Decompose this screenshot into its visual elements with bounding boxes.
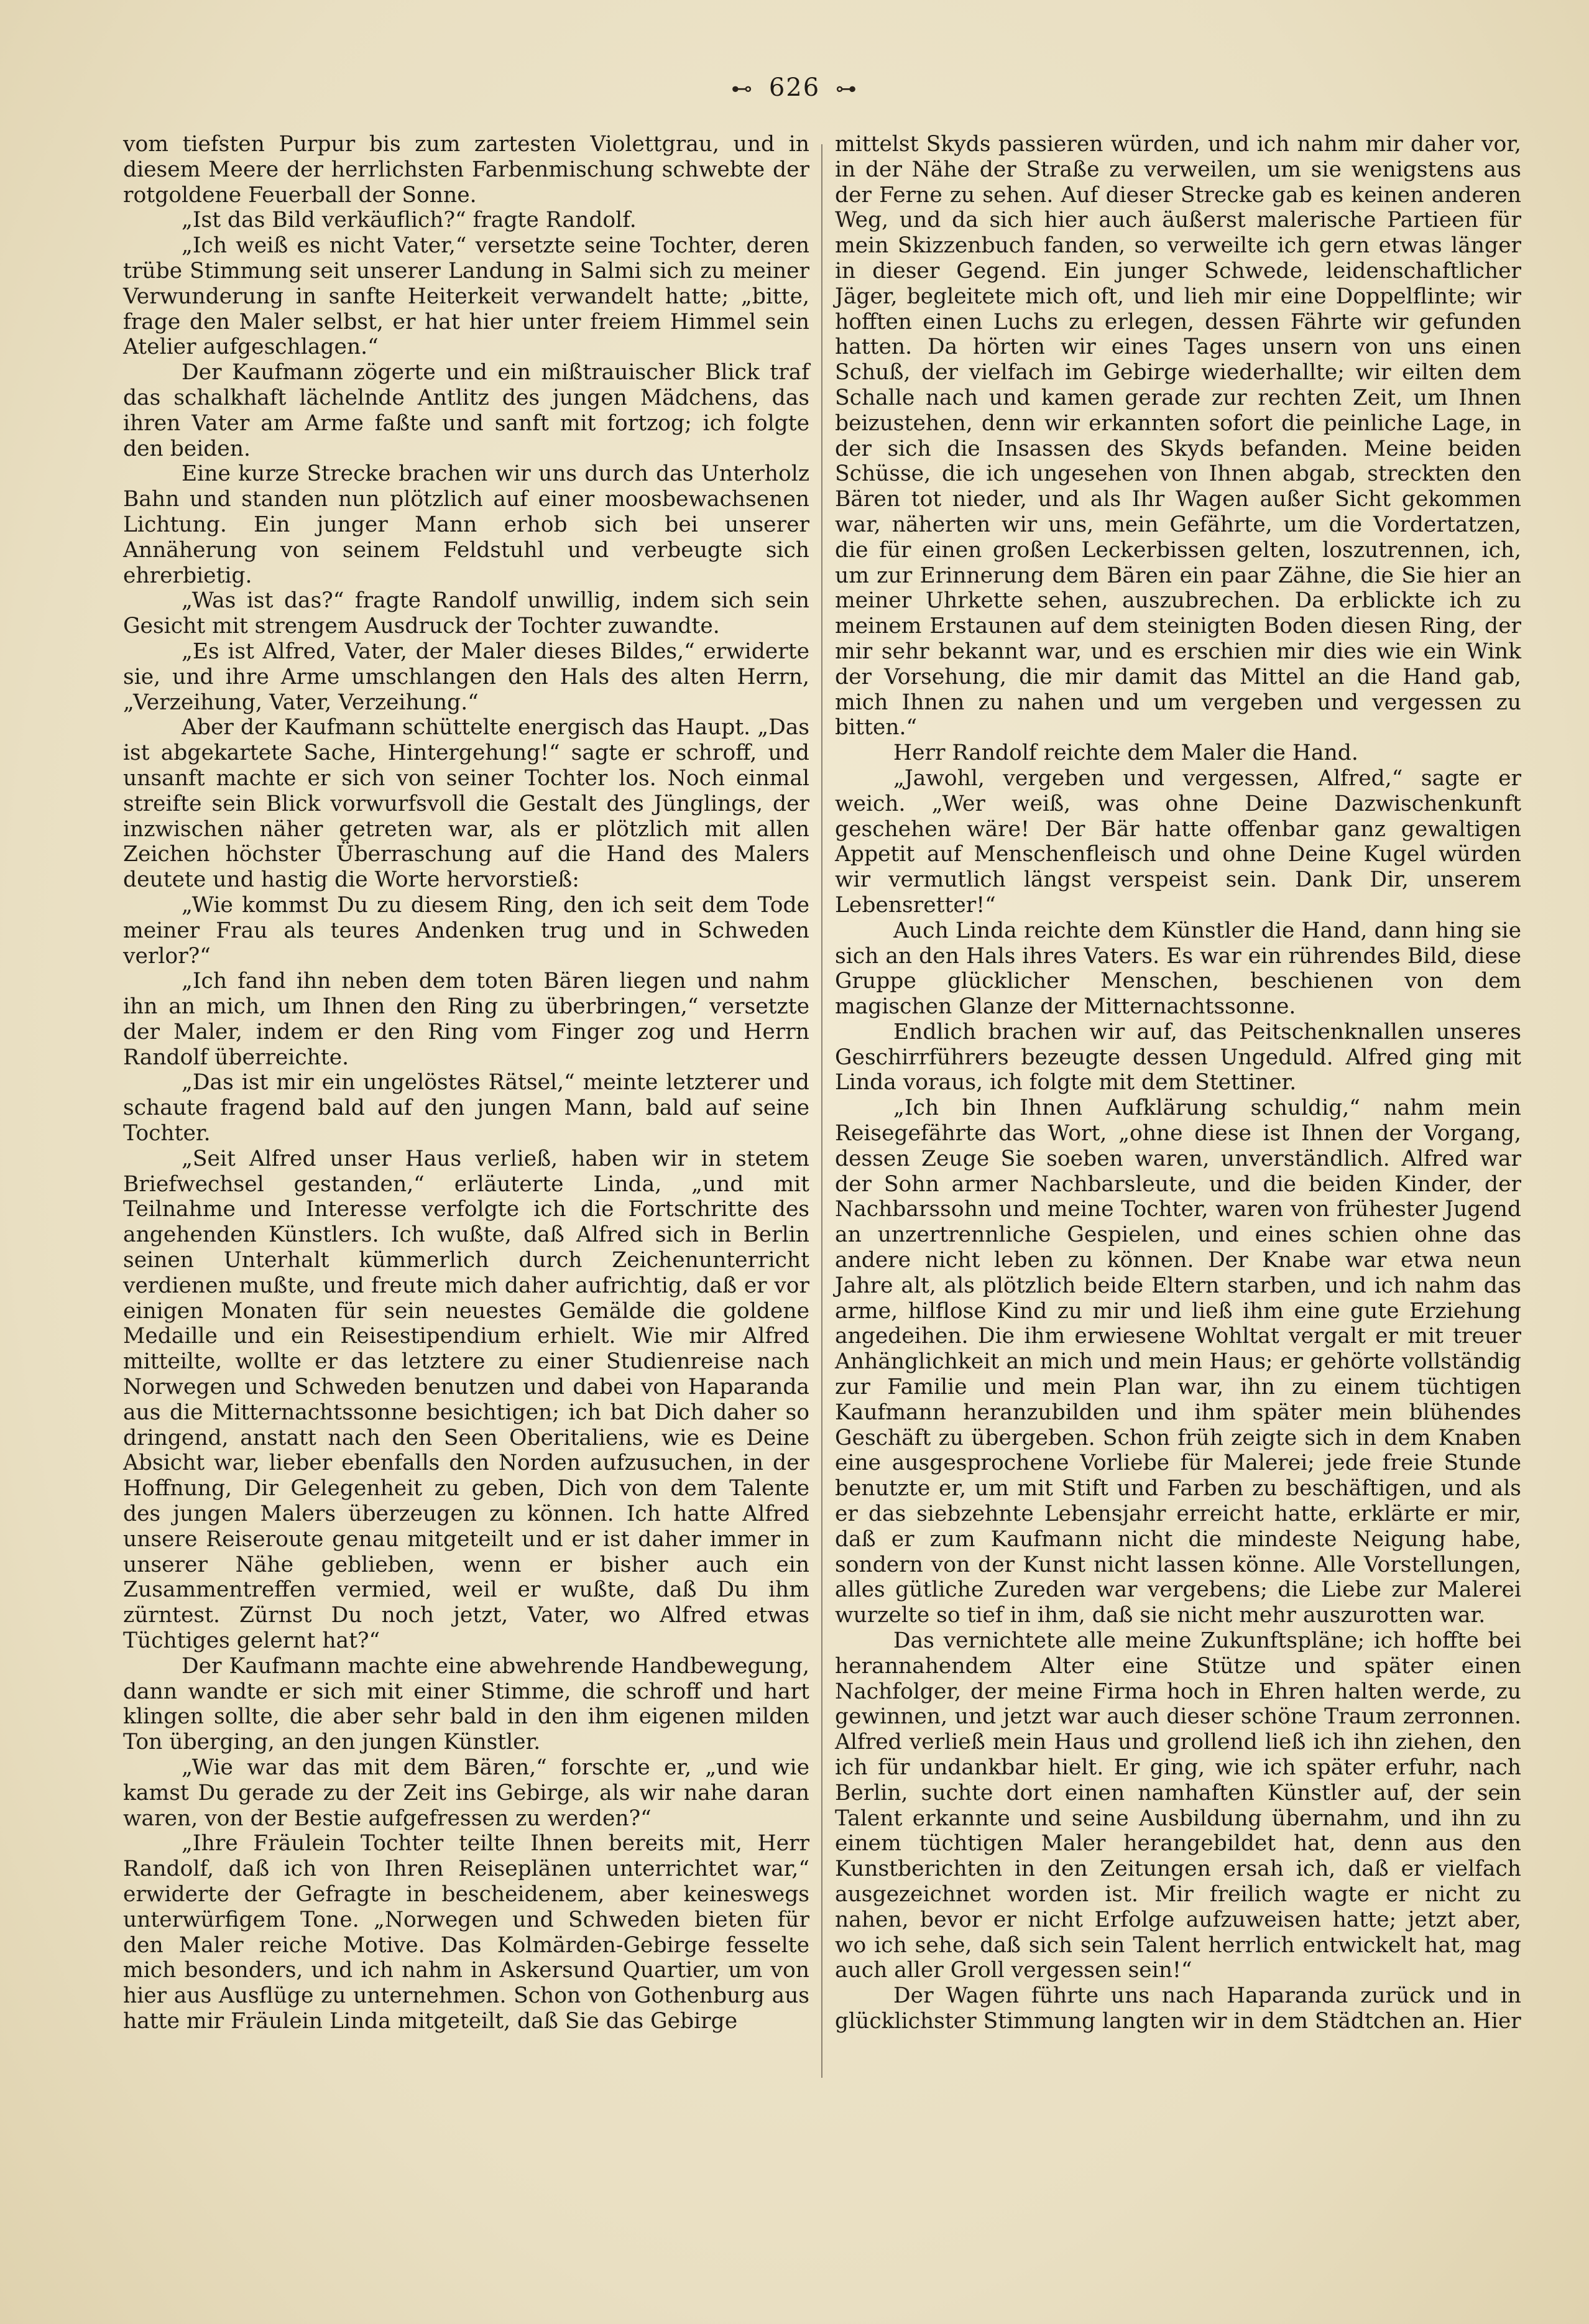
paragraph: vom tiefsten Purpur bis zum zartesten Violettgrau, und in diesem Meere der herrlichsten Farbenmischung schwebte der rotgoldene Feuerball der Sonne. — [123, 132, 809, 208]
page-number: 626 — [768, 73, 821, 102]
column-divider — [821, 144, 822, 2078]
paragraph: „Ich fand ihn neben dem toten Bären liegen und nahm ihn an mich, um Ihnen den Ring zu überbringen,“ versetzte der Maler, indem er den Ring vom Finger zog und Herrn Randolf überreichte. — [123, 969, 809, 1070]
ornament-left: ⊷ — [731, 76, 754, 101]
paragraph: „Ist das Bild verkäuflich?“ fragte Randolf. — [182, 208, 637, 233]
paragraph: Endlich brachen wir auf, das Peitschenknallen unseres Geschirrführers bezeugte dessen Ungeduld. Alfred ging mit Linda voraus, ich folgte mit dem Stettiner. — [835, 1019, 1521, 1095]
paragraph: Herr Randolf reichte dem Maler die Hand. — [893, 740, 1358, 766]
paragraph: „Ich weiß es nicht Vater,“ versetzte seine Tochter, deren trübe Stimmung seit unserer Landung in Salmi sich zu meiner Verwunderung in sanfte Heiterkeit verwandelt hatte; „bitte, frage den Maler selbst, er hat hier unter freiem Himmel sein Atelier aufgeschlagen.“ — [123, 233, 809, 360]
paragraph: „Das ist mir ein ungelöstes Rätsel,“ meinte letzterer und schaute fragend bald auf den jungen Mann, bald auf seine Tochter. — [123, 1070, 809, 1146]
paragraph: Der Wagen führte uns nach Haparanda zurück und in glücklichster Stimmung langten wir in dem Städtchen an. Hier — [835, 1983, 1521, 2034]
paragraph: „Wie war das mit dem Bären,“ forschte er, „und wie kamst Du gerade zu der Zeit ins Gebirge, als wir nahe daran waren, von der Bestie aufgefressen zu werden?“ — [123, 1755, 809, 1831]
paragraph: Eine kurze Strecke brachen wir uns durch das Unterholz Bahn und standen nun plötzlich auf einer moosbewachsenen Lichtung. Ein junger Mann erhob sich bei unserer Annäherung von seinem Feldstuhl und verbeugte sich ehrerbietig. — [123, 461, 809, 588]
paragraph: „Wie kommst Du zu diesem Ring, den ich seit dem Tode meiner Frau als teures Andenken trug und in Schweden verlor?“ — [123, 892, 809, 969]
paragraph: „Ich bin Ihnen Aufklärung schuldig,“ nahm mein Reisegefährte das Wort, „ohne diese ist Ihnen der Vorgang, dessen Zeuge Sie soeben waren, unverständlich. Alfred war der Sohn armer Nachbarsleute, und die beiden Kinder, der Nachbarssohn und meine Tochter, waren von frühester Jugend an unzertrennliche Gespielen, und eines schien ohne das andere nicht leben zu können. Der Knabe war etwa neun Jahre alt, als plötzlich beide Eltern starben, und ich nahm das arme, hilflose Kind zu mir und ließ ihm eine gute Erziehung angedeihen. Die ihm erwiesene Wohltat vergalt er mit treuer Anhänglichkeit an mich und mein Haus; er gehörte vollständig zur Familie und mein Plan war, ihn zu einem tüchtigen Kaufmann heranzubilden und ihm später mein blühendes Geschäft zu übergeben. Schon früh zeigte sich in dem Knaben eine ausgesprochene Vorliebe für Malerei; jede freie Stunde benutzte er, um mit Stift und Farben zu beschäftigen, und als er das siebzehnte Lebensjahr erreicht hatte, erklärte er mir, daß er zum Kaufmann nicht die mindeste Neigung habe, sondern von der Kunst nicht lassen könne. Alle Vorstellungen, alles gütliche Zureden war vergebens; die Liebe zur Malerei wurzelte so tief in ihm, daß sie nicht mehr auszurotten war. — [835, 1095, 1521, 1628]
paragraph: mittelst Skyds passieren würden, und ich nahm mir daher vor, in der Nähe der Straße zu verweilen, um sie wenigstens aus der Ferne zu sehen. Auf dieser Strecke gab es keinen anderen Weg, und da sich hier auch äußerst malerische Partieen für mein Skizzenbuch fanden, so verweilte ich gern etwas länger in dieser Gegend. Ein junger Schwede, leidenschaftlicher Jäger, begleitete mich oft, und lieh mir eine Doppelflinte; wir hofften einen Luchs zu erlegen, dessen Fährte wir gefunden hatten. Da hörten wir eines Tages unsern von uns einen Schuß, der vielfach im Gebirge wiederhallte; wir eilten dem Schalle nach und kamen gerade zur rechten Zeit, um Ihnen beizustehen, denn wir erkannten sofort die peinliche Lage, in der sich die Insassen des Skyds befanden. Meine beiden Schüsse, die ich ungesehen von Ihnen abgab, streckten den Bären tot nieder, und als Ihr Wagen außer Sicht gekommen war, näherten wir uns, mein Gefährte, um die Vordertatzen, die für einen großen Leckerbissen gelten, loszutrennen, ich, um zur Erinnerung dem Bären ein paar Zähne, die Sie hier an meiner Uhrkette sehen, auszubrechen. Da erblickte ich zu meinem Erstaunen auf dem steinigten Boden diesen Ring, der mir sehr bekannt war, und es erschien mir dies wie ein Wink der Vorsehung, die mir damit das Mittel an die Hand gab, mich Ihnen zu nahen und um vergeben und vergessen zu bitten.“ — [835, 132, 1521, 740]
ornament-right: ⊶ — [835, 76, 858, 101]
page-header — [0, 73, 1589, 102]
paragraph: „Was ist das?“ fragte Randolf unwillig, indem sich sein Gesicht mit strengem Ausdruck der Tochter zuwandte. — [123, 588, 809, 639]
paragraph: Das vernichtete alle meine Zukunftspläne; ich hoffte bei herannahendem Alter eine Stütze und später einen Nachfolger, der meine Firma hoch in Ehren halten werde, zu gewinnen, und jetzt war auch dieser schöne Traum zerronnen. Alfred verließ mein Haus und grollend ließ ich ihn ziehen, den ich für undankbar hielt. Er ging, wie ich später erfuhr, nach Berlin, suchte dort einen namhaften Künstler auf, der sein Talent erkannte und seine Ausbildung übernahm, und ihn zu einem tüchtigen Maler herangebildet hat, denn aus den Kunstberichten in den Zeitungen ersah ich, daß er vielfach ausgezeichnet worden ist. Mir freilich wagte er nicht zu nahen, bevor er nicht Erfolge aufzuweisen hatte; jetzt aber, wo ich sehe, daß sich sein Talent herrlich entwickelt hat, mag auch aller Groll vergessen sein!“ — [835, 1628, 1521, 1983]
paragraph: Auch Linda reichte dem Künstler die Hand, dann hing sie sich an den Hals ihres Vaters. Es war ein rührendes Bild, diese Gruppe glücklicher Menschen, beschienen von dem magischen Glanze der Mitternachtssonne. — [835, 918, 1521, 1020]
paragraph: „Jawohl, vergeben und vergessen, Alfred,“ sagte er weich. „Wer weiß, was ohne Deine Dazwischenkunft geschehen wäre! Der Bär hatte offenbar ganz gewaltigen Appetit auf Menschenfleisch und ohne Deine Kugel würden wir vermutlich längst verspeist sein. Dank Dir, unserem Lebensretter!“ — [835, 765, 1521, 918]
paragraph: „Ihre Fräulein Tochter teilte Ihnen bereits mit, Herr Randolf, daß ich von Ihren Reiseplänen unterrichtet war,“ erwiderte der Gefragte in bescheidenem, aber keineswegs unterwürfigem Tone. „Norwegen und Schweden bieten für den Maler reiche Motive. Das Kolmärden-Gebirge fesselte mich besonders, und ich nahm in Askersund Quartier, um von hier aus Ausflüge zu unternehmen. Schon von Gothenburg aus hatte mir Fräulein Linda mitgeteilt, daß Sie das Gebirge — [123, 1831, 809, 2034]
paragraph: „Es ist Alfred, Vater, der Maler dieses Bildes,“ erwiderte sie, und ihre Arme umschlangen den Hals des alten Herrn, „Verzeihung, Vater, Verzeihung.“ — [123, 639, 809, 715]
paragraph: Der Kaufmann zögerte und ein mißtrauischer Blick traf das schalkhaft lächelnde Antlitz des jungen Mädchens, das ihren Vater am Arme faßte und sanft mit fortzog; ich folgte den beiden. — [123, 360, 809, 461]
right-column — [835, 132, 1521, 2088]
paragraph: Aber der Kaufmann schüttelte energisch das Haupt. „Das ist abgekartete Sache, Hintergehung!“ sagte er schroff, und unsanft machte er sich von seiner Tochter los. Noch einmal streifte sein Blick vorwurfsvoll die Gestalt des Jünglings, der inzwischen näher getreten war, als er plötzlich mit allen Zeichen höchster Überraschung auf die Hand des Malers deutete und hastig die Worte hervorstieß: — [123, 715, 809, 893]
paragraph: Der Kaufmann machte eine abwehrende Handbewegung, dann wandte er sich mit einer Stimme, die schroff und hart klingen sollte, die aber sehr bald in den ihm eigenen milden Ton überging, an den jungen Künstler. — [123, 1653, 809, 1755]
left-column — [123, 132, 809, 2088]
paragraph: „Seit Alfred unser Haus verließ, haben wir in stetem Briefwechsel gestanden,“ erläuterte Linda, „und mit Teilnahme und Interesse verfolgte ich die Fortschritte des angehenden Künstlers. Ich wußte, daß Alfred sich in Berlin seinen Unterhalt kümmerlich durch Zeichenunterricht verdienen mußte, und freute mich daher aufrichtig, daß er vor einigen Monaten für sein neuestes Gemälde die goldene Medaille und ein Reisestipendium erhielt. Wie mir Alfred mitteilte, wollte er das letztere zu einer Studienreise nach Norwegen und Schweden benutzen und dabei von Haparanda aus die Mitternachtssonne besichtigen; ich bat Dich daher so dringend, anstatt nach den Seen Oberitaliens, wie es Deine Absicht war, lieber ebenfalls den Norden aufzusuchen, in der Hoffnung, Dir Gelegenheit zu geben, Dich von dem Talente des jungen Malers überzeugen zu können. Ich hatte Alfred unsere Reiseroute genau mitgeteilt und er ist daher immer in unserer Nähe geblieben, wenn er bisher auch ein Zusammentreffen vermied, weil er wußte, daß Du ihm zürntest. Zürnst Du noch jetzt, Vater, wo Alfred etwas Tüchtiges gelernt hat?“ — [123, 1146, 809, 1654]
